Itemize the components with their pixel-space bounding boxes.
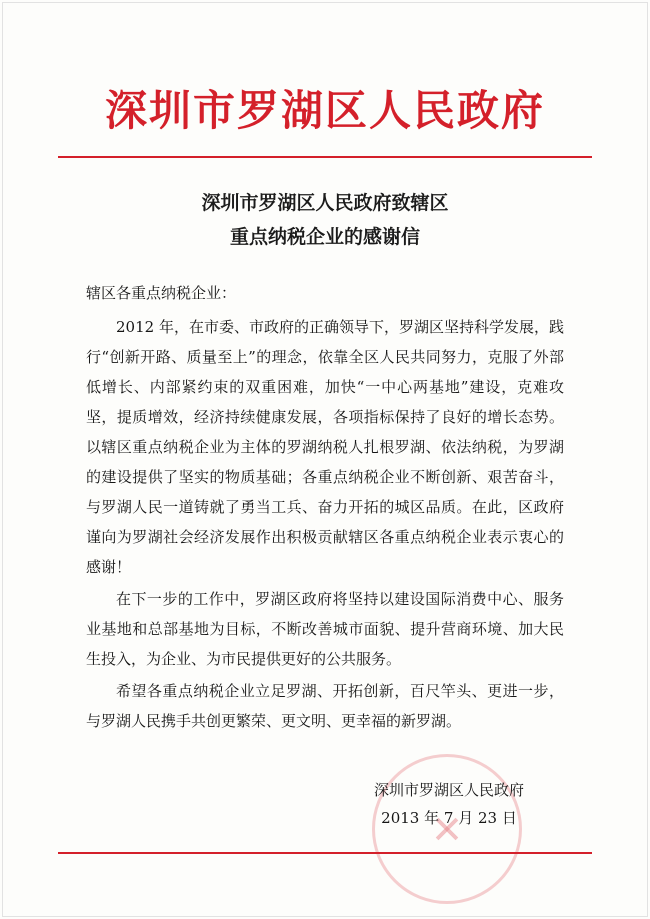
body-paragraph-1: 2012 年，在市委、市政府的正确领导下，罗湖区坚持科学发展，践行“创新开路、质量至上”的理念，依靠全区人民共同努力，克服了外部低增长、内部紧约束的双重困难，加快“一中心两基地”建设，克难攻坚，提质增效，经济持续健康发展，各项指标保持了良好的增长态势。以辖区重点纳税企业为主体的罗湖纳税人扎根罗湖、依法纳税，为罗湖的建设提供了坚实的物质基础；各重点纳税企业不断创新、艰苦奋斗，与罗湖人民一道铸就了勇当工兵、奋力开拓的城区品质。在此，区政府谨向为罗湖社会经济发展作出积极贡献辖区各重点纳税企业表示衷心的感谢！	[86, 318, 564, 576]
salutation: 辖区各重点纳税企业：	[86, 284, 237, 302]
document-title-line-1: 深圳市罗湖区人民政府致辖区	[201, 192, 449, 214]
letterhead-title: 深圳市罗湖区人民政府	[104, 86, 545, 135]
signature-date: 2013 年 7 月 23 日	[381, 809, 517, 827]
letter-body	[86, 278, 564, 738]
signature-block	[334, 776, 564, 832]
header-divider-rule	[58, 156, 592, 158]
document-title-line-2: 重点纳税企业的感谢信	[229, 226, 420, 248]
body-paragraph-2: 在下一步的工作中，罗湖区政府将坚持以建设国际消费中心、服务业基地和总部基地为目标，不断改善城市面貌、提升营商环境、加大民生投入，为企业、为市民提供更好的公共服务。	[86, 590, 564, 668]
document-title	[0, 186, 650, 254]
body-paragraph-3: 希望各重点纳税企业立足罗湖、开拓创新，百尺竿头、更进一步，与罗湖人民携手共创更繁荣、更文明、更幸福的新罗湖。	[86, 682, 564, 730]
signature-organization: 深圳市罗湖区人民政府	[373, 781, 524, 799]
letterhead	[0, 88, 650, 134]
